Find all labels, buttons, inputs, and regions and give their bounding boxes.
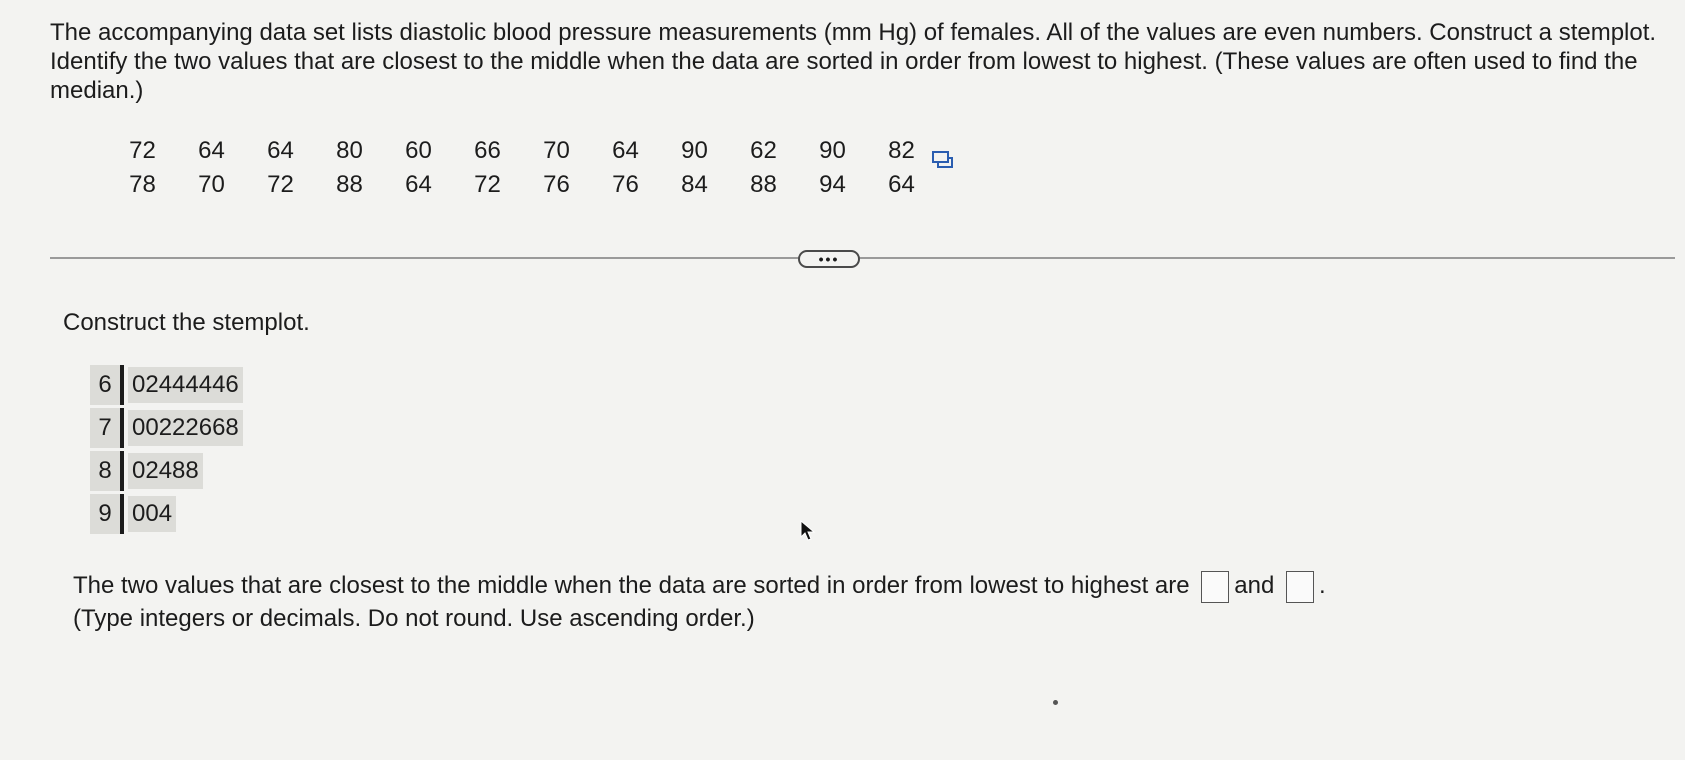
data-cell: 72 (474, 171, 501, 198)
data-cell: 72 (267, 171, 294, 198)
data-cell: 88 (750, 171, 777, 198)
stray-dot (1053, 700, 1058, 705)
data-cell: 64 (888, 171, 915, 198)
data-cell: 60 (405, 137, 432, 164)
data-cell: 94 (819, 171, 846, 198)
data-cell: 72 (129, 137, 156, 164)
stemplot-row (90, 408, 243, 448)
answer-input-second[interactable] (1286, 571, 1314, 603)
answer-prefix: The two values that are closest to the middle when the data are sorted in order from lowest to highest are (73, 572, 1190, 599)
data-cell: 64 (198, 137, 225, 164)
data-cell: 76 (612, 171, 639, 198)
answer-suffix: . (1319, 572, 1326, 599)
leaf-cell[interactable]: 004 (128, 496, 176, 532)
leaf-cell[interactable]: 02444446 (128, 367, 243, 403)
stem-cell: 7 (90, 408, 124, 448)
stemplot-row (90, 365, 243, 405)
data-cell: 76 (543, 171, 570, 198)
section-divider (50, 257, 1675, 259)
answer-hint: (Type integers or decimals. Do not round. Use ascending order.) (73, 605, 755, 632)
answer-conjunction: and (1234, 572, 1275, 599)
data-cell: 84 (681, 171, 708, 198)
data-table (108, 134, 936, 202)
data-cell: 80 (336, 137, 363, 164)
data-cell: 88 (336, 171, 363, 198)
data-row (108, 134, 936, 168)
data-cell: 70 (198, 171, 225, 198)
stemplot-row (90, 451, 243, 491)
stem-cell: 8 (90, 451, 124, 491)
data-cell: 64 (267, 137, 294, 164)
data-cell: 82 (888, 137, 915, 164)
stem-cell: 6 (90, 365, 124, 405)
data-cell: 64 (405, 171, 432, 198)
data-cell: 90 (681, 137, 708, 164)
instruction-text: Construct the stemplot. (63, 309, 310, 336)
data-cell: 64 (612, 137, 639, 164)
question-text: The accompanying data set lists diastolic blood pressure measurements (mm Hg) of females. All of the values are even numbers. Construct a stemplot. Identify the two values that are closest to the middle when the data are sorted in order from lowest to highest. (These values are often used to find the median.) (50, 19, 1657, 104)
answer-sentence (73, 569, 1326, 603)
data-cell: 70 (543, 137, 570, 164)
data-cell: 62 (750, 137, 777, 164)
stemplot (90, 362, 243, 537)
answer-input-first[interactable] (1201, 571, 1229, 603)
stem-cell: 9 (90, 494, 124, 534)
copy-icon[interactable] (932, 151, 954, 169)
leaf-cell[interactable]: 02488 (128, 453, 203, 489)
data-cell: 78 (129, 171, 156, 198)
mouse-cursor-icon (800, 520, 816, 542)
expand-more-button[interactable]: ••• (798, 250, 860, 268)
data-row (108, 168, 936, 202)
data-cell: 66 (474, 137, 501, 164)
leaf-cell[interactable]: 00222668 (128, 410, 243, 446)
stemplot-row (90, 494, 243, 534)
data-cell: 90 (819, 137, 846, 164)
